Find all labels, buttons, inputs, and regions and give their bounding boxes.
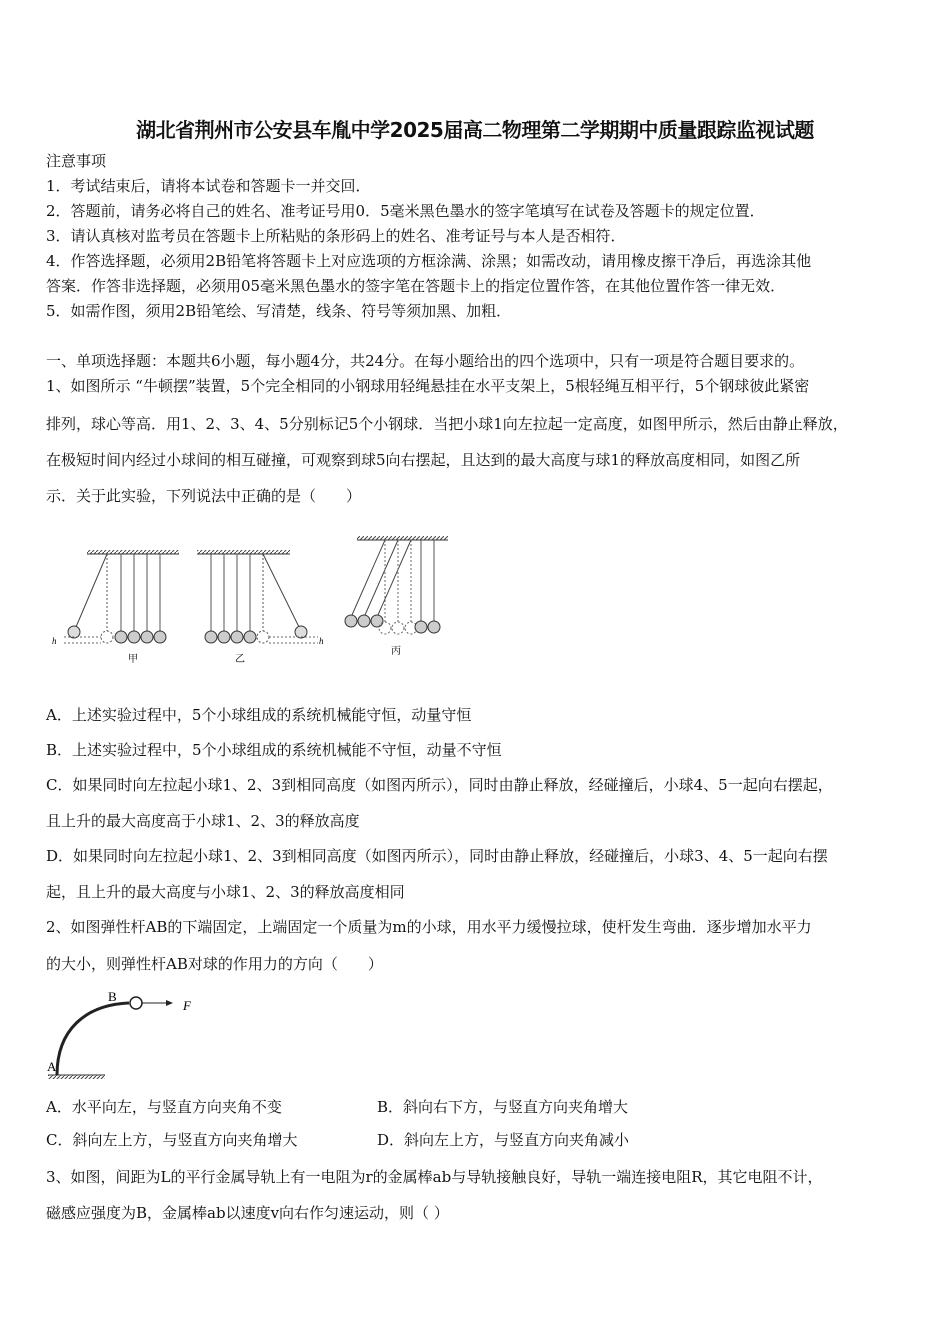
newton-cradle-figure-c [345, 536, 448, 657]
figure-label-c: 丙 [391, 646, 401, 657]
q1-option-a: A．上述实验过程中，5个小球组成的系统机械能守恒，动量守恒 [46, 706, 472, 724]
q1-option-d-cont: 起，且上升的最大高度与小球1、2、3的释放高度相同 [46, 883, 405, 901]
q3-text: 3、如图，间距为L的平行金属导轨上有一电阻为r的金属棒ab与导轨接触良好，导轨一端连接电阻R，其它电阻不计， [46, 1168, 823, 1186]
q3-text: 磁感应强度为B，金属棒ab以速度v向右作匀速运动，则（ ） [46, 1204, 449, 1222]
q2-option-a: A．水平向左，与竖直方向夹角不变 [46, 1098, 282, 1116]
notes-heading: 注意事项 [46, 152, 107, 170]
note-item: 答案．作答非选择题，必须用05毫米黑色墨水的签字笔在答题卡上的指定位置作答，在其他位置作答一律无效． [46, 277, 786, 295]
figure-label-a: 甲 [128, 654, 138, 665]
note-item: 2．答题前，请务必将自己的姓名、准考证号用0．5毫米黑色墨水的签字笔填写在试卷及答题卡的规定位置． [46, 202, 765, 220]
force-f-label: F [183, 998, 191, 1013]
q1-text: 在极短时间内经过小球间的相互碰撞，可观察到球5向右摆起，且达到的最大高度与球1的释放高度相同，如图乙所 [46, 451, 801, 469]
q2-text: 2、如图弹性杆AB的下端固定，上端固定一个质量为m的小球，用水平力缓慢拉球，使杆发生弯曲．逐步增加水平力 [46, 918, 812, 936]
elastic-rod-figure [47, 989, 192, 1079]
newton-cradle-figure-a [52, 550, 179, 665]
point-a-label: A [47, 1059, 57, 1074]
q1-text: 1、如图所示 “牛顿摆”装置，5个完全相同的小钢球用轻绳悬挂在水平支架上，5根轻绳互相平行，5个钢球彼此紧密 [46, 377, 810, 395]
q2-option-c: C．斜向左上方，与竖直方向夹角增大 [46, 1131, 298, 1149]
figure-label-b: 乙 [235, 654, 245, 665]
note-item: 1．考试结束后，请将本试卷和答题卡一并交回． [46, 177, 371, 195]
q1-option-b: B．上述实验过程中，5个小球组成的系统机械能不守恒，动量不守恒 [46, 741, 502, 759]
note-item: 4．作答选择题，必须用2B铅笔将答题卡上对应选项的方框涂满、涂黑；如需改动，请用橡皮擦干净后，再选涂其他 [46, 252, 812, 270]
q1-text: 示．关于此实验，下列说法中正确的是（ ） [46, 487, 362, 505]
q1-option-c: C．如果同时向左拉起小球1、2、3到相同高度（如图丙所示），同时由静止释放，经碰撞后，小球4、5一起向右摆起， [46, 776, 833, 794]
page-title: 湖北省荆州市公安县车胤中学2025届高二物理第二学期期中质量跟踪监视试题 [136, 118, 814, 142]
q2-text: 的大小，则弹性杆AB对球的作用力的方向（ ） [46, 955, 383, 973]
q2-option-b: B．斜向右下方，与竖直方向夹角增大 [377, 1098, 629, 1116]
q1-option-d: D．如果同时向左拉起小球1、2、3到相同高度（如图丙所示），同时由静止释放，经碰撞后，小球3、4、5一起向右摆 [46, 847, 828, 865]
note-item: 5．如需作图，须用2B铅笔绘、写清楚，线条、符号等须加黑、加粗． [46, 302, 512, 320]
h-label: h [319, 636, 324, 646]
point-b-label: B [108, 989, 117, 1004]
q1-text: 排列，球心等高．用1、2、3、4、5分别标记5个小钢球．当把小球1向左拉起一定高度，如图甲所示，然后由静止释放， [46, 415, 848, 433]
h-label: h [52, 636, 57, 646]
q2-option-d: D．斜向左上方，与竖直方向夹角减小 [377, 1131, 630, 1149]
newton-cradle-figure-b [197, 550, 324, 665]
q1-option-c-cont: 且上升的最大高度高于小球1、2、3的释放高度 [46, 812, 360, 830]
note-item: 3．请认真核对监考员在答题卡上所粘贴的条形码上的姓名、准考证号与本人是否相符． [46, 227, 626, 245]
section-heading: 一、单项选择题：本题共6小题，每小题4分，共24分。在每小题给出的四个选项中，只有一项是符合题目要求的。 [46, 352, 805, 370]
